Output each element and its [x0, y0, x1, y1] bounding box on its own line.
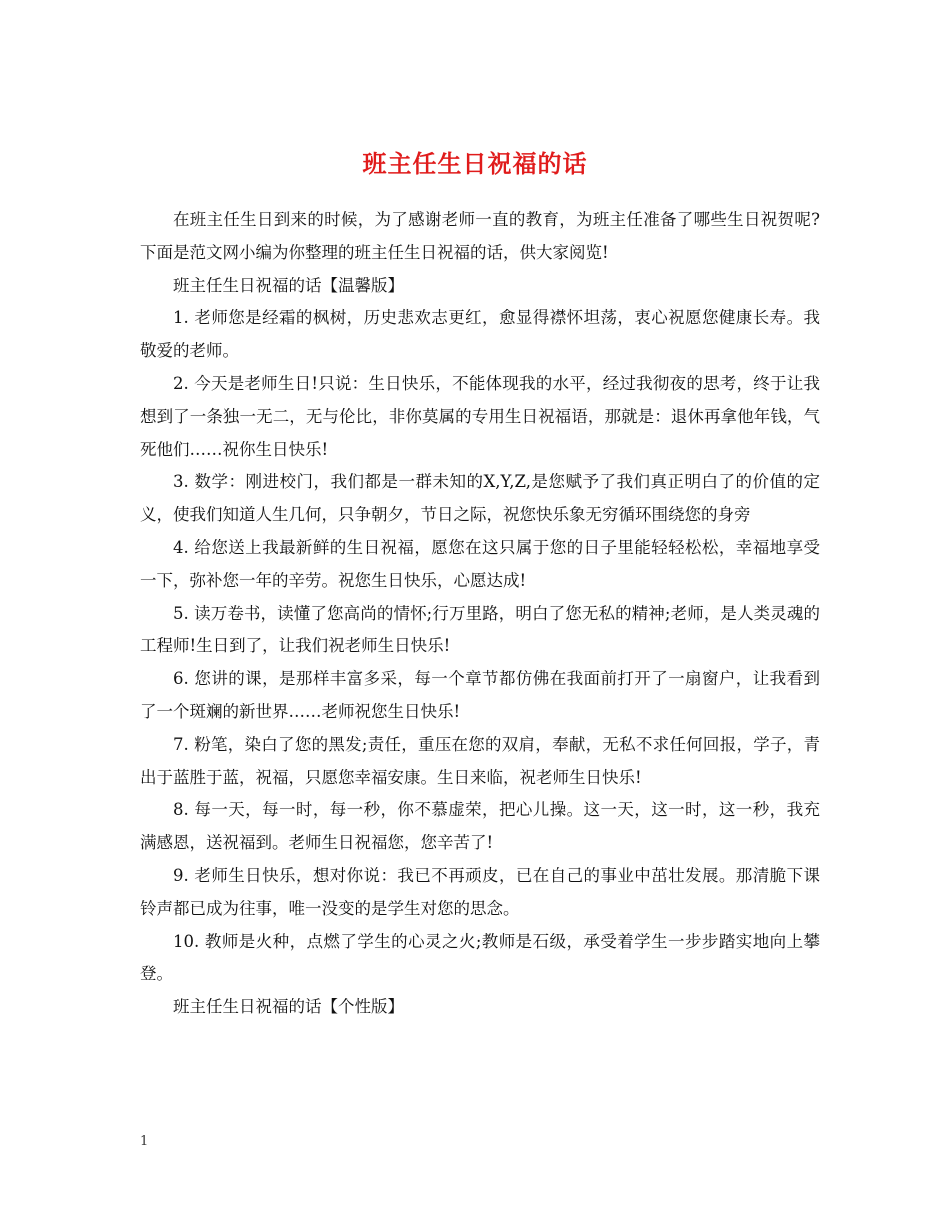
- intro-paragraph: 在班主任生日到来的时候，为了感谢老师一直的教育，为班主任准备了哪些生日祝贺呢?下面是范文网小编为你整理的班主任生日祝福的话，供大家阅览!: [140, 210, 820, 262]
- wish-item-9: 9. 老师生日快乐，想对你说：我已不再顽皮，已在自己的事业中茁壮发展。那清脆下课铃声都已成为往事，唯一没变的是学生对您的思念。: [140, 865, 820, 918]
- wish-item-6: 6. 您讲的课，是那样丰富多采，每一个章节都仿佛在我面前打开了一扇窗户，让我看到了一个斑斓的新世界……老师祝您生日快乐!: [140, 669, 820, 721]
- wish-item-10: 10. 教师是火种，点燃了学生的心灵之火;教师是石级，承受着学生一步步踏实地向上攀登。: [140, 931, 820, 984]
- wish-item-7: 7. 粉笔，染白了您的黑发;责任，重压在您的双肩，奉献，无私不求任何回报，学子，青出于蓝胜于蓝，祝福，只愿您幸福安康。生日来临，祝老师生日快乐!: [140, 734, 820, 787]
- wish-item-8: 8. 每一天，每一时，每一秒，你不慕虚荣，把心儿操。这一天，这一时，这一秒，我充满感恩，送祝福到。老师生日祝福您，您辛苦了!: [140, 800, 820, 853]
- wish-item-2: 2. 今天是老师生日!只说：生日快乐，不能体现我的水平，经过我彻夜的思考，终于让我想到了一条独一无二，无与伦比，非你莫属的专用生日祝福语，那就是：退休再拿他年钱，气死他们……祝你生日快乐!: [140, 373, 820, 459]
- section-heading-personal: 班主任生日祝福的话【个性版】: [173, 997, 404, 1017]
- wish-item-5: 5. 读万卷书，读懂了您高尚的情怀;行万里路，明白了您无私的精神;老师，是人类灵魂的工程师!生日到了，让我们祝老师生日快乐!: [140, 603, 820, 656]
- wish-item-3: 3. 数学：刚进校门，我们都是一群未知的X,Y,Z,是您赋予了我们真正明白了的价值的定义，使我们知道人生几何，只争朝夕，节日之际，祝您快乐象无穷循环围绕您的身旁: [140, 472, 820, 525]
- document-body: [140, 204, 820, 1024]
- wish-item-1: 1. 老师您是经霜的枫树，历史悲欢志更红，愈显得襟怀坦荡，衷心祝愿您健康长寿。我敬爱的老师。: [140, 308, 820, 361]
- section-heading-warm: 班主任生日祝福的话【温馨版】: [173, 275, 404, 295]
- page-number: 1: [140, 1134, 149, 1149]
- document-title: 班主任生日祝福的话: [362, 149, 588, 179]
- wish-item-4: 4. 给您送上我最新鲜的生日祝福，愿您在这只属于您的日子里能轻轻松松，幸福地享受一下，弥补您一年的辛劳。祝您生日快乐，心愿达成!: [140, 537, 820, 590]
